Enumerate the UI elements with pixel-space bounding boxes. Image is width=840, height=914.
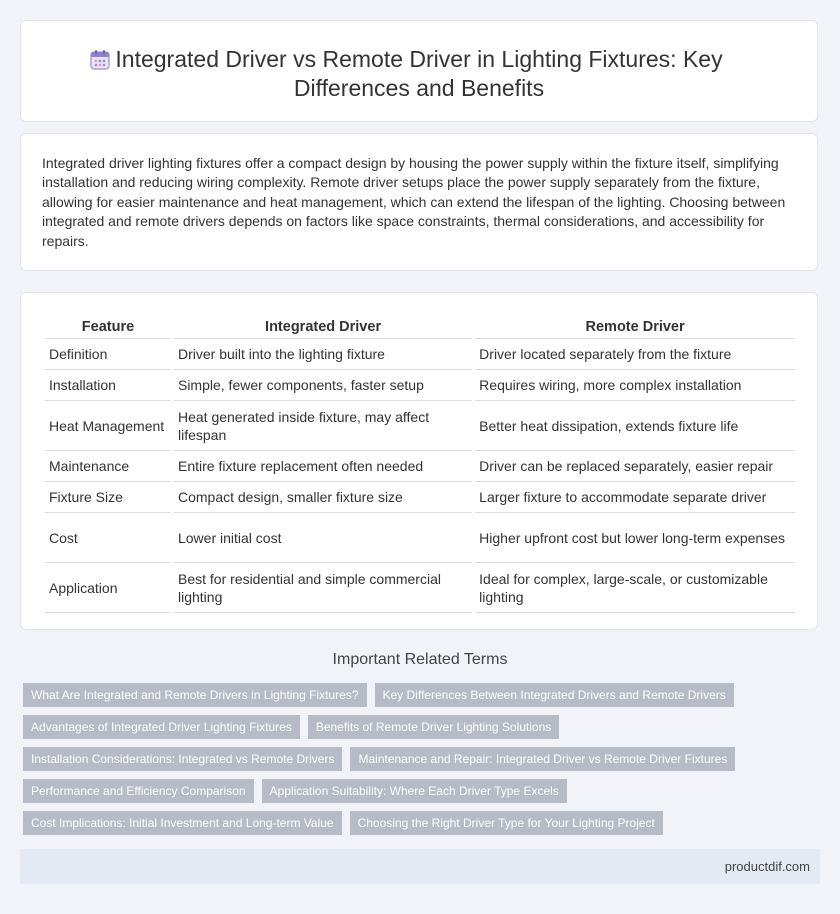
integrated-cell: Best for residential and simple commercial lighting [174,563,472,613]
feature-cell: Installation [45,370,171,401]
related-term-tag[interactable]: Application Suitability: Where Each Driver Type Excels [262,779,567,803]
feature-cell: Cost [45,513,171,563]
related-terms-list [23,683,823,843]
related-term-tag[interactable]: Advantages of Integrated Driver Lighting Fixtures [23,715,300,739]
related-terms-title: Important Related Terms [332,651,508,668]
integrated-cell: Lower initial cost [174,513,472,563]
footer-site-name[interactable]: productdif.com [724,859,810,874]
remote-cell: Better heat dissipation, extends fixture life [475,401,795,451]
table-row [45,482,795,513]
feature-cell: Fixture Size [45,482,171,513]
table-row [45,513,795,563]
footer [20,849,820,884]
remote-cell: Higher upfront cost but lower long-term expenses [475,513,795,563]
header-integrated-driver: Integrated Driver [174,315,472,339]
header-card [20,20,818,122]
related-term-tag[interactable]: What Are Integrated and Remote Drivers in Lighting Fixtures? [23,683,367,707]
page-title-line-1: Integrated Driver vs Remote Driver in Lighting Fixtures: Key [115,46,723,72]
intro-paragraph: Integrated driver lighting fixtures offer a compact design by housing the power supply within the fixture itself, simplifying installation and reducing wiring complexity. Remote driver setups place the power supply separately from the fixture, allowing for easier maintenance and heat management, which can extend the lifespan of the lighting. Choosing between integrated and remote drivers depends on factors like space constraints, thermal considerations, and accessibility for repairs. [42,155,786,249]
page-title [21,45,817,103]
page-title-line-2: Differences and Benefits [293,75,545,101]
table-row [45,451,795,482]
integrated-cell: Heat generated inside fixture, may affect lifespan [174,401,472,451]
related-term-tag[interactable]: Key Differences Between Integrated Drivers and Remote Drivers [375,683,734,707]
remote-cell: Larger fixture to accommodate separate driver [475,482,795,513]
related-term-tag[interactable]: Installation Considerations: Integrated vs Remote Drivers [23,747,342,771]
table-row [45,563,795,613]
feature-cell: Heat Management [45,401,171,451]
remote-cell: Driver located separately from the fixture [475,339,795,370]
integrated-cell: Simple, fewer components, faster setup [174,370,472,401]
comparison-table [42,315,798,613]
header-remote-driver: Remote Driver [475,315,795,339]
table-row [45,339,795,370]
integrated-cell: Entire fixture replacement often needed [174,451,472,482]
related-term-tag[interactable]: Performance and Efficiency Comparison [23,779,254,803]
intro-card [20,133,818,271]
remote-cell: Requires wiring, more complex installation [475,370,795,401]
related-term-tag[interactable]: Cost Implications: Initial Investment and Long-term Value [23,811,342,835]
feature-cell: Application [45,563,171,613]
integrated-cell: Driver built into the lighting fixture [174,339,472,370]
table-row [45,401,795,451]
integrated-cell: Compact design, smaller fixture size [174,482,472,513]
header-feature: Feature [45,315,171,339]
related-term-tag[interactable]: Choosing the Right Driver Type for Your Lighting Project [350,811,663,835]
feature-cell: Maintenance [45,451,171,482]
feature-cell: Definition [45,339,171,370]
table-row [45,370,795,401]
related-term-tag[interactable]: Benefits of Remote Driver Lighting Solutions [308,715,559,739]
related-term-tag[interactable]: Maintenance and Repair: Integrated Driver vs Remote Driver Fixtures [350,747,735,771]
comparison-table-card [20,292,818,630]
remote-cell: Ideal for complex, large-scale, or customizable lighting [475,563,795,613]
remote-cell: Driver can be replaced separately, easier repair [475,451,795,482]
